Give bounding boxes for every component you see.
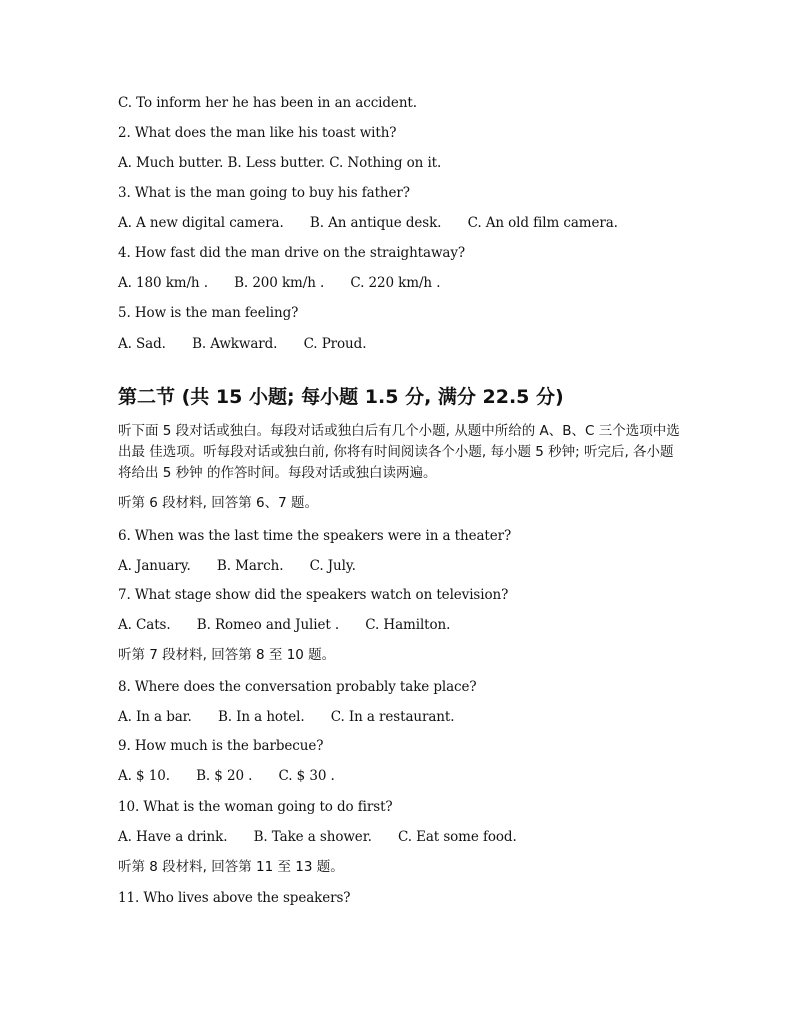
q5-option-a: A. Sad. [118,336,166,352]
q2-option-c: C. Nothing on it. [329,155,442,171]
q1-option-c: C. To inform her he has been in an accident. [118,95,417,111]
material7-prompt: 听第 7 段材料, 回答第 8 至 10 题。 [118,647,336,663]
q9-option-c: C. $ 30 . [278,768,335,784]
q6-options [118,557,356,575]
q2-option-a: A. Much butter. [118,155,224,171]
q11-question: 11. Who lives above the speakers? [118,890,351,906]
q5-option-b: B. Awkward. [192,336,278,352]
material8-prompt: 听第 8 段材料, 回答第 11 至 13 题。 [118,859,344,875]
q6-option-b: B. March. [216,558,284,574]
q9-option-a: A. $ 10. [118,768,170,784]
q4-option-b: B. 200 km/h . [234,275,325,291]
q2-question: 2. What does the man like his toast with? [118,125,397,141]
q5-options [118,335,366,353]
q3-option-a: A. A new digital camera. [118,215,284,231]
q7-option-b: B. Romeo and Juliet . [196,617,340,633]
q10-options [118,828,517,846]
material6-prompt: 听第 6 段材料, 回答第 6、7 题。 [118,495,319,511]
q2-options [118,154,441,172]
q4-question: 4. How fast did the man drive on the straightaway? [118,245,466,261]
q8-option-c: C. In a restaurant. [330,709,455,725]
q5-question: 5. How is the man feeling? [118,305,299,321]
section2-heading: 第二节 (共 15 小题; 每小题 1.5 分, 满分 22.5 分) [118,386,564,408]
q4-options [118,274,440,292]
q4-option-c: C. 220 km/h . [350,275,441,291]
q10-option-b: B. Take a shower. [253,829,372,845]
q8-question: 8. Where does the conversation probably take place? [118,679,477,695]
q3-option-c: C. An old film camera. [467,215,618,231]
q7-option-a: A. Cats. [118,617,171,633]
q10-option-c: C. Eat some food. [397,829,517,845]
q8-option-a: A. In a bar. [118,709,192,725]
q7-question: 7. What stage show did the speakers watch on television? [118,587,509,603]
q3-question: 3. What is the man going to buy his father? [118,185,410,201]
q5-option-c: C. Proud. [303,336,367,352]
q9-options [118,767,335,785]
q6-question: 6. When was the last time the speakers were in a theater? [118,528,512,544]
q9-question: 9. How much is the barbecue? [118,738,324,754]
q3-options [118,214,618,232]
q6-option-c: C. July. [309,558,356,574]
q6-option-a: A. January. [118,558,191,574]
q7-options [118,616,450,634]
q3-option-b: B. An antique desk. [309,215,442,231]
q8-options [118,708,454,726]
q7-option-c: C. Hamilton. [365,617,451,633]
q9-option-b: B. $ 20 . [196,768,253,784]
q4-option-a: A. 180 km/h . [118,275,208,291]
q2-option-b: B. Less butter. [227,155,326,171]
q8-option-b: B. In a hotel. [217,709,305,725]
q10-option-a: A. Have a drink. [118,829,228,845]
q10-question: 10. What is the woman going to do first? [118,799,393,815]
section2-instructions: 听下面 5 段对话或独白。每段对话或独白后有几个小题, 从题中所给的 A、B、C 三个选项中选出最 佳选项。听每段对话或独白前, 你将有时间阅读各个小题, 每小题 5 秒钟; 听完后, 各小题将给出 5 秒钟 的作答时间。每段对话或独白读两遍。 [118,423,680,481]
